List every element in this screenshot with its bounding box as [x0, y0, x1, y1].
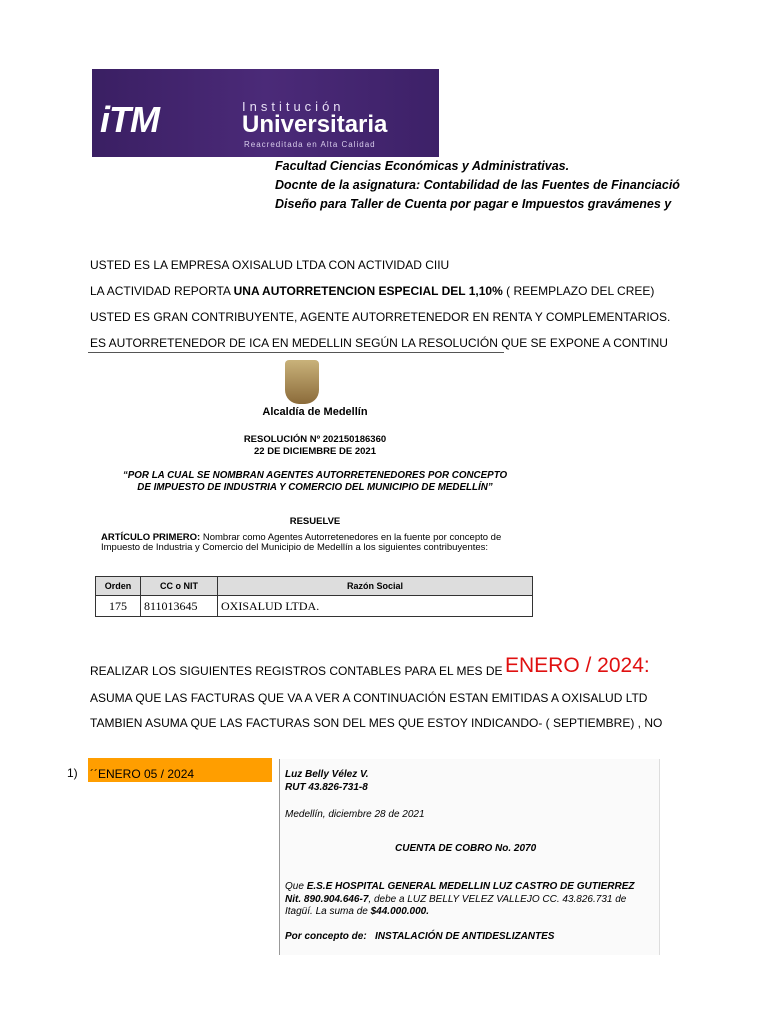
invoice-suma-line	[285, 906, 429, 917]
intro-line-1: USTED ES LA EMPRESA OXISALUD LTDA CON ACTIVIDAD CIIU	[90, 258, 450, 272]
intro-line-2-pre: LA ACTIVIDAD REPORTA	[90, 284, 234, 298]
cell-razon-social: OXISALUD LTDA.	[218, 596, 533, 617]
task-line-2: ASUMA QUE LAS FACTURAS QUE VA A VER A CONTINUACIÓN ESTAN EMITIDAS A OXISALUD LTD	[90, 691, 648, 705]
invoice-concepto-label: Por concepto de:	[285, 931, 367, 942]
item-date-band	[88, 758, 272, 782]
invoice-nit-post: , debe a LUZ BELLY VELEZ VALLEJO CC. 43.826.731 de	[368, 894, 627, 905]
resolution-quote: “POR LA CUAL SE NOMBRAN AGENTES AUTORRETENEDORES POR CONCEPTO DE IMPUESTO DE INDUSTRIA Y COMERCIO DEL MUNICIPIO DE MEDELLÍN”	[122, 470, 508, 493]
header-design: Diseño para Taller de Cuenta por pagar e Impuestos gravámenes y	[275, 197, 672, 211]
article-text: Nombrar como Agentes Autorretenedores en la fuente por concepto de Impuesto de Industria y Comercio del Municipio de Medellín a los siguientes contribuyentes:	[101, 532, 502, 553]
institution-logo	[92, 69, 439, 157]
resuelve-heading: RESUELVE	[289, 516, 341, 527]
col-orden: Orden	[96, 577, 141, 596]
invoice-concepto-line	[285, 931, 554, 942]
col-razon-social: Razón Social	[218, 577, 533, 596]
logo-universitaria: Universitaria	[242, 111, 388, 138]
invoice-place-date: Medellín, diciembre 28 de 2021	[285, 809, 425, 820]
resolution-date: 22 DE DICIEMBRE DE 2021	[254, 446, 376, 457]
table-row	[96, 596, 533, 617]
col-nit: CC o NIT	[141, 577, 218, 596]
item-date: ´´ENERO 05 / 2024	[90, 767, 195, 781]
resolution-image	[95, 358, 535, 626]
invoice-que-line	[285, 881, 635, 892]
task-line-1: REALIZAR LOS SIGUIENTES REGISTROS CONTABLES PARA EL MES DE	[90, 664, 503, 678]
logo-reacreditada: Reacreditada en Alta Calidad	[244, 140, 376, 149]
invoice-nit-line	[285, 894, 626, 905]
task-month: ENERO / 2024:	[505, 654, 650, 677]
invoice-que-pre: Que	[285, 881, 307, 892]
contributors-table	[95, 576, 533, 617]
invoice-nit-bold: Nit. 890.904.646-7	[285, 894, 369, 905]
logo-brand: iTM	[100, 99, 159, 140]
header-faculty: Facultad Ciencias Económicas y Administrativas.	[275, 159, 570, 173]
intro-line-2	[90, 284, 768, 298]
article-title: ARTÍCULO PRIMERO:	[101, 532, 201, 543]
medellin-crest-icon	[285, 360, 319, 404]
cell-orden: 175	[96, 596, 141, 617]
alcaldia-title: Alcaldía de Medellín	[262, 406, 368, 418]
intro-line-3: USTED ES GRAN CONTRIBUYENTE, AGENTE AUTORRETENEDOR EN RENTA Y COMPLEMENTARIOS.	[90, 310, 671, 324]
logo-institucion: Institución	[242, 99, 345, 114]
article-primero	[101, 533, 531, 553]
resolution-number: RESOLUCIÓN Nº 202150186360	[243, 434, 387, 445]
item-number: 1)	[67, 766, 78, 780]
invoice-image	[279, 759, 660, 955]
invoice-suma-pre: Itagüí. La suma de	[285, 906, 371, 917]
invoice-suma-bold: $44.000.000.	[370, 906, 430, 917]
table-header-row	[96, 577, 533, 596]
task-line-3: TAMBIEN ASUMA QUE LAS FACTURAS SON DEL MES QUE ESTOY INDICANDO- ( SEPTIEMBRE) , NO	[90, 716, 663, 730]
intro-line-2-post: ( REEMPLAZO DEL CREE)	[502, 284, 655, 298]
invoice-name: Luz Belly Vélez V.	[285, 769, 369, 780]
intro-line-2-bold: UNA AUTORRETENCION ESPECIAL DEL 1,10%	[233, 284, 503, 298]
underline-divider	[88, 352, 504, 353]
intro-line-4: ES AUTORRETENEDOR DE ICA EN MEDELLIN SEGÚN LA RESOLUCIÓN QUE SE EXPONE A CONTINU	[90, 336, 668, 350]
invoice-rut: RUT 43.826-731-8	[285, 782, 368, 793]
header-teacher: Docnte de la asignatura: Contabilidad de las Fuentes de Financiació	[275, 178, 680, 192]
invoice-title: CUENTA DE COBRO No. 2070	[395, 843, 537, 854]
cell-nit: 811013645	[141, 596, 218, 617]
invoice-que-bold: E.S.E HOSPITAL GENERAL MEDELLIN LUZ CASTRO DE GUTIERREZ	[306, 881, 635, 892]
invoice-concepto: INSTALACIÓN DE ANTIDESLIZANTES	[375, 931, 555, 942]
